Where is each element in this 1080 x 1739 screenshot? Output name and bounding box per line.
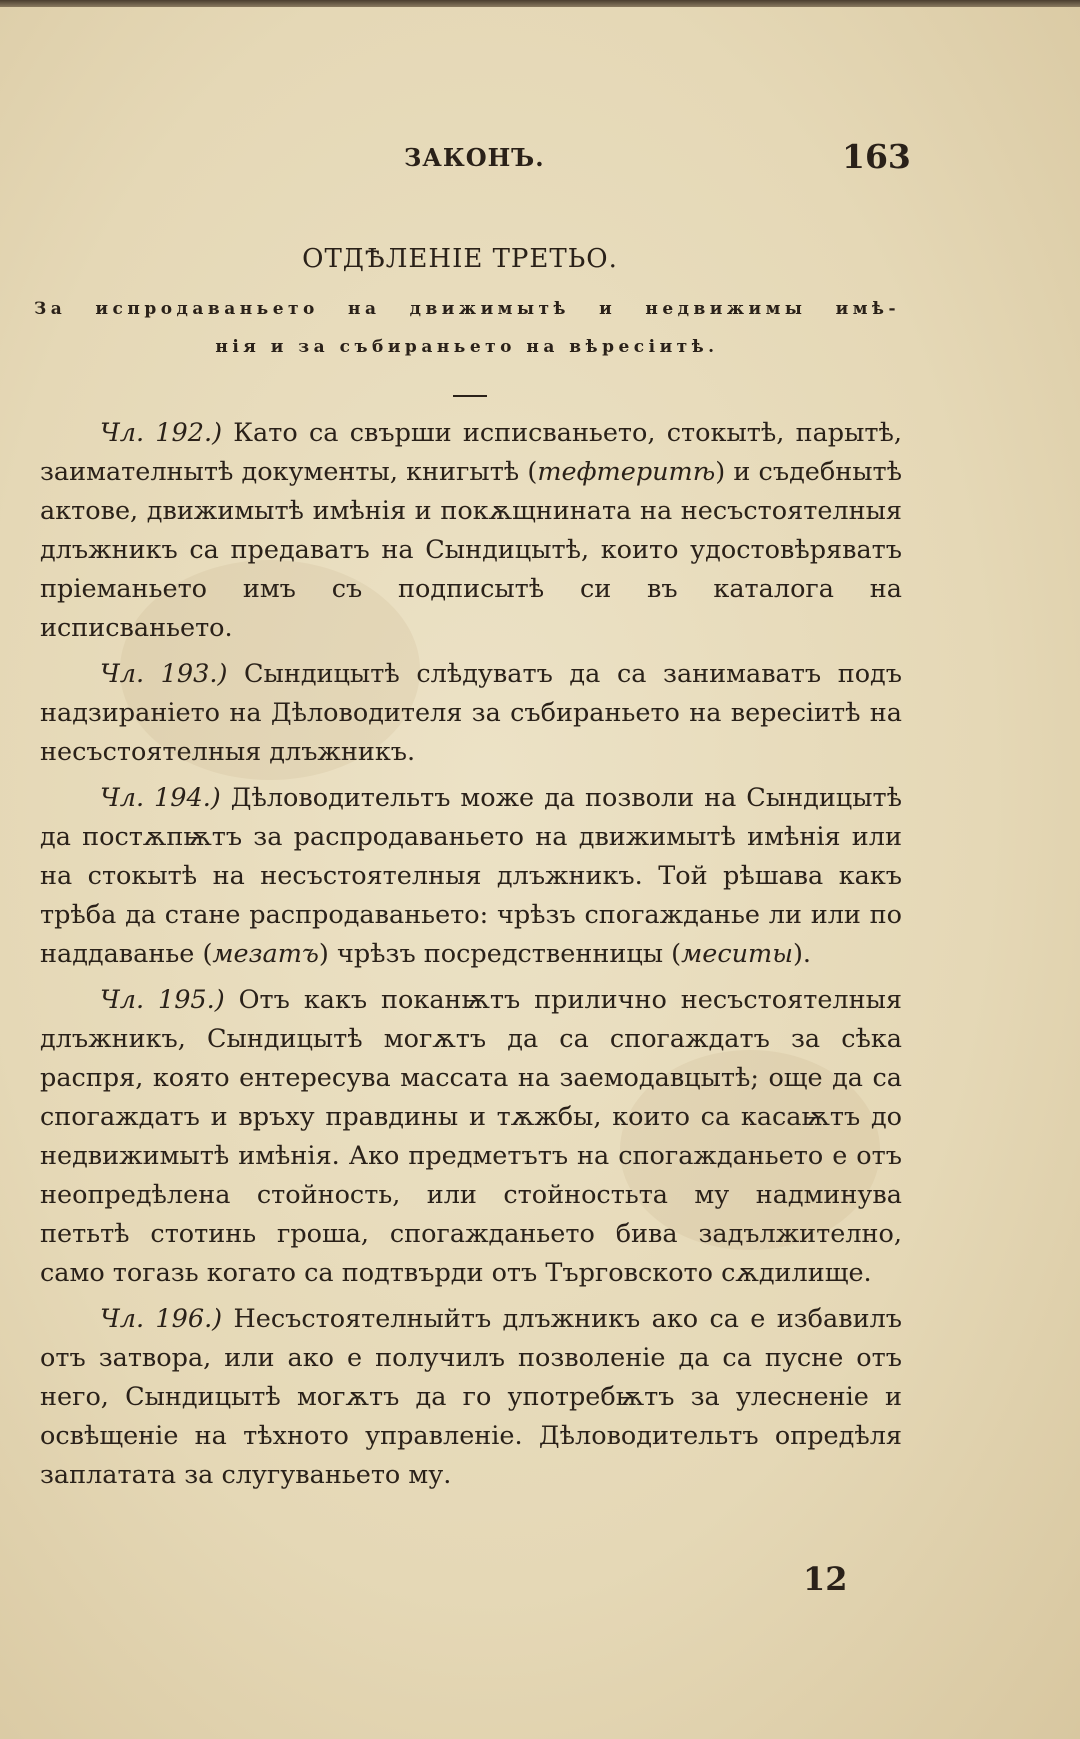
article-emphasis: тефтеритѣ [537, 457, 716, 487]
article-number: Чл. 193.) [100, 659, 228, 689]
article-text: ). [792, 939, 812, 969]
section-title: ОТДѢЛЕНІЕ ТРЕТЬО. [302, 244, 618, 274]
running-head [0, 137, 1080, 183]
section-divider [453, 395, 487, 397]
article-text: Дѣловодительтъ може да позволи на Сындицытѣ да постѫпѭтъ за распродаваньето на движимытѣ имѣнія или на стокытѣ на несъстоятелныя длъжникъ. Той рѣшава какъ трѣба да стане распродаваньето: чрѣзъ спогажданье ли или по наддаванье ( [40, 783, 902, 969]
article-number: Чл. 195.) [100, 985, 225, 1015]
article-text: Отъ какъ поканѭтъ прилично несъстоятелныя длъжникъ, Сындицытѣ могѫтъ да са спогаждатъ за сѣка распря, която ентересува массата на заемодавцытѣ; още да са спогаждатъ и връху правдины и тѫжбы, които са касаѭтъ до недвижимытѣ имѣнія. Ако предметътъ на спогажданьето е отъ неопредѣлена стойность, или стойностьта му надминува петьтѣ стотинь гроша, спогажданьето бива задължително, само тогазь когато са подтвърди отъ Търговското сѫдилище. [40, 985, 903, 1288]
section-subtitle-line-1: За испродаваньето на движимытѣ и недвижимы имѣ- [34, 299, 900, 319]
article-number: Чл. 194.) [100, 783, 221, 813]
article-number: Чл. 196.) [100, 1304, 223, 1334]
article-number: Чл. 192.) [100, 418, 223, 448]
article-text: Като са свърши исписваньето, стокытѣ, парытѣ, заимателнытѣ документы, книгытѣ ( [40, 418, 902, 487]
page-top-edge [0, 0, 1080, 7]
page-number: 163 [842, 137, 911, 176]
articles-body [40, 414, 902, 1502]
signature-mark: 12 [803, 1560, 848, 1598]
article-192 [40, 414, 902, 648]
section-subtitle-line-2: нія и за събираньето на вѣресіитѣ. [215, 337, 719, 357]
article-193 [40, 655, 902, 772]
article-emphasis: мезатъ [212, 939, 319, 969]
article-195 [40, 981, 902, 1293]
running-title: ЗАКОНЪ. [404, 143, 545, 172]
article-194 [40, 779, 902, 974]
article-text: Несъстоятелныйтъ длъжникъ ако са е избавилъ отъ затвора, или ако е получилъ позволеніе да са пусне отъ него, Сындицытѣ могѫтъ да го употребѭтъ за улесненіе и освѣщеніе на тѣхното управленіе. Дѣловодительтъ опредѣля заплатата за слугуваньето му. [40, 1304, 902, 1490]
article-text: ) и съдебнытѣ актове, движимытѣ имѣнія и покѫщнината на несъстоятелныя длъжникъ са предаватъ на Сындицытѣ, които удостовѣряватъ пріеманьето имъ съ подписытѣ си въ каталога на исписваньето. [40, 457, 902, 643]
article-emphasis: меситы [681, 939, 793, 969]
article-text: Сындицытѣ слѣдуватъ да са занимаватъ подъ надзираніето на Дѣловодителя за събираньето на вересіитѣ на несъстоятелныя длъжникъ. [40, 659, 902, 767]
article-196 [40, 1300, 902, 1495]
article-text: ) чрѣзъ посредственницы ( [318, 939, 682, 969]
